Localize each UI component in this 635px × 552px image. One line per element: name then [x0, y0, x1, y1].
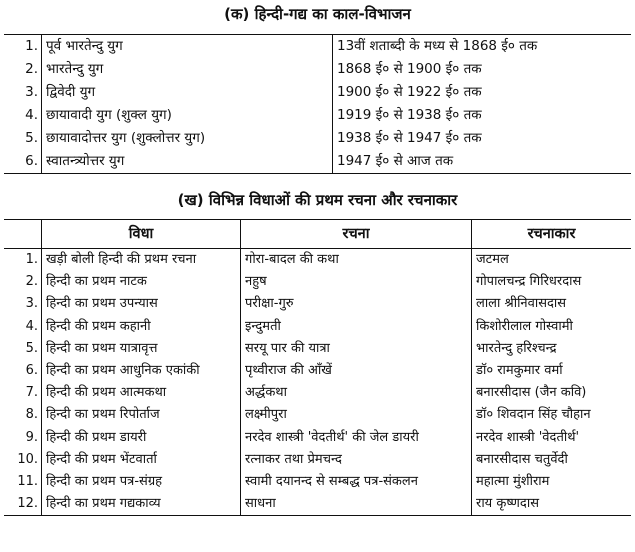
era-period: 1900 ई० से 1922 ई० तक	[333, 81, 632, 104]
genre-name: हिन्दी का प्रथम नाटक	[42, 271, 241, 293]
table-row	[4, 449, 631, 471]
author-name: डॉ० रामकुमार वर्मा	[472, 360, 632, 382]
first-work: लक्ष्मीपुरा	[241, 404, 472, 426]
row-number: 5.	[25, 130, 38, 146]
header-genre: विधा	[42, 220, 241, 249]
author-name: जटमल	[472, 249, 632, 272]
era-division-body	[4, 35, 631, 174]
first-work: पृथ्वीराज की आँखें	[241, 360, 472, 382]
genre-name: हिन्दी का प्रथम उपन्यास	[42, 293, 241, 315]
era-name: छायावादी युग (शुक्ल युग)	[42, 104, 333, 127]
author-name: नरदेव शास्त्री 'वेदतीर्थ'	[472, 427, 632, 449]
table-row	[4, 35, 631, 59]
row-number: 1.	[25, 252, 38, 268]
genre-name: हिन्दी का प्रथम यात्रावृत्त	[42, 338, 241, 360]
first-work: नरदेव शास्त्री 'वेदतीर्थ' की जेल डायरी	[241, 427, 472, 449]
first-work: स्वामी दयानन्द से सम्बद्ध पत्र-संकलन	[241, 471, 472, 493]
table-row	[4, 360, 631, 382]
genre-name: हिन्दी का प्रथम आधुनिक एकांकी	[42, 360, 241, 382]
section-b-heading: (ख) विभिन्न विधाओं की प्रथम रचना और रचनाकार	[177, 191, 458, 209]
row-number: 7.	[25, 385, 38, 401]
row-number: 2.	[25, 61, 38, 77]
table-row	[4, 81, 631, 104]
row-number: 6.	[25, 363, 38, 379]
first-work: गोरा-बादल की कथा	[241, 249, 472, 272]
genre-name: हिन्दी की प्रथम कहानी	[42, 316, 241, 338]
row-number: 12.	[17, 496, 38, 512]
genre-name: हिन्दी की प्रथम आत्मकथा	[42, 382, 241, 404]
era-division-table	[4, 34, 631, 174]
genre-name: हिन्दी का प्रथम गद्यकाव्य	[42, 493, 241, 516]
table-row	[4, 293, 631, 315]
row-number: 5.	[25, 340, 38, 356]
author-name: बनारसीदास (जैन कवि)	[472, 382, 632, 404]
first-works-header	[4, 220, 631, 249]
row-number: 2.	[25, 274, 38, 290]
header-work: रचना	[241, 220, 472, 249]
table-row	[4, 338, 631, 360]
first-works-table	[4, 219, 631, 516]
era-period: 1938 ई० से 1947 ई० तक	[333, 127, 632, 150]
first-work: रत्नाकर तथा प्रेमचन्द	[241, 449, 472, 471]
author-name: भारतेन्दु हरिश्चन्द्र	[472, 338, 632, 360]
era-name: स्वातन्त्र्योत्तर युग	[42, 150, 333, 174]
header-num-cell	[4, 220, 42, 249]
author-name: डॉ० शिवदान सिंह चौहान	[472, 404, 632, 426]
author-name: बनारसीदास चतुर्वेदी	[472, 449, 632, 471]
row-number: 10.	[17, 451, 38, 467]
author-name: लाला श्रीनिवासदास	[472, 293, 632, 315]
table-row	[4, 471, 631, 493]
era-name: द्विवेदी युग	[42, 81, 333, 104]
first-work: साधना	[241, 493, 472, 516]
genre-name: हिन्दी की प्रथम भेंटवार्ता	[42, 449, 241, 471]
table-row	[4, 493, 631, 516]
era-period: 13वीं शताब्दी के मध्य से 1868 ई० तक	[333, 35, 632, 59]
first-works-body	[4, 249, 631, 516]
first-work: अर्द्धकथा	[241, 382, 472, 404]
table-row	[4, 382, 631, 404]
row-number: 9.	[25, 429, 38, 445]
row-number: 8.	[25, 407, 38, 423]
author-name: किशोरीलाल गोस्वामी	[472, 316, 632, 338]
table-row	[4, 427, 631, 449]
row-number: 1.	[25, 38, 38, 54]
era-name: भारतेन्दु युग	[42, 58, 333, 81]
era-name: छायावादोत्तर युग (शुक्लोत्तर युग)	[42, 127, 333, 150]
first-work: सरयू पार की यात्रा	[241, 338, 472, 360]
row-number: 11.	[17, 473, 38, 489]
row-number: 6.	[25, 153, 38, 169]
table-row	[4, 404, 631, 426]
header-row	[4, 220, 631, 249]
row-number: 4.	[25, 318, 38, 334]
table-row	[4, 104, 631, 127]
table-row	[4, 271, 631, 293]
genre-name: खड़ी बोली हिन्दी की प्रथम रचना	[42, 249, 241, 272]
table-row	[4, 316, 631, 338]
table-row	[4, 58, 631, 81]
genre-name: हिन्दी का प्रथम रिपोर्ताज	[42, 404, 241, 426]
author-name: महात्मा मुंशीराम	[472, 471, 632, 493]
row-number: 4.	[25, 107, 38, 123]
era-period: 1868 ई० से 1900 ई० तक	[333, 58, 632, 81]
era-period: 1947 ई० से आज तक	[333, 150, 632, 174]
genre-name: हिन्दी की प्रथम डायरी	[42, 427, 241, 449]
genre-name: हिन्दी का प्रथम पत्र-संग्रह	[42, 471, 241, 493]
header-author: रचनाकार	[472, 220, 632, 249]
first-work: नहुष	[241, 271, 472, 293]
era-period: 1919 ई० से 1938 ई० तक	[333, 104, 632, 127]
table-row	[4, 249, 631, 272]
row-number: 3.	[25, 84, 38, 100]
section-a-heading: (क) हिन्दी-गद्य का काल-विभाजन	[224, 5, 411, 23]
author-name: राय कृष्णदास	[472, 493, 632, 516]
row-number: 3.	[25, 296, 38, 312]
table-row	[4, 150, 631, 174]
table-row	[4, 127, 631, 150]
first-work: परीक्षा-गुरु	[241, 293, 472, 315]
era-name: पूर्व भारतेन्दु युग	[42, 35, 333, 59]
first-work: इन्दुमती	[241, 316, 472, 338]
author-name: गोपालचन्द्र गिरिधरदास	[472, 271, 632, 293]
